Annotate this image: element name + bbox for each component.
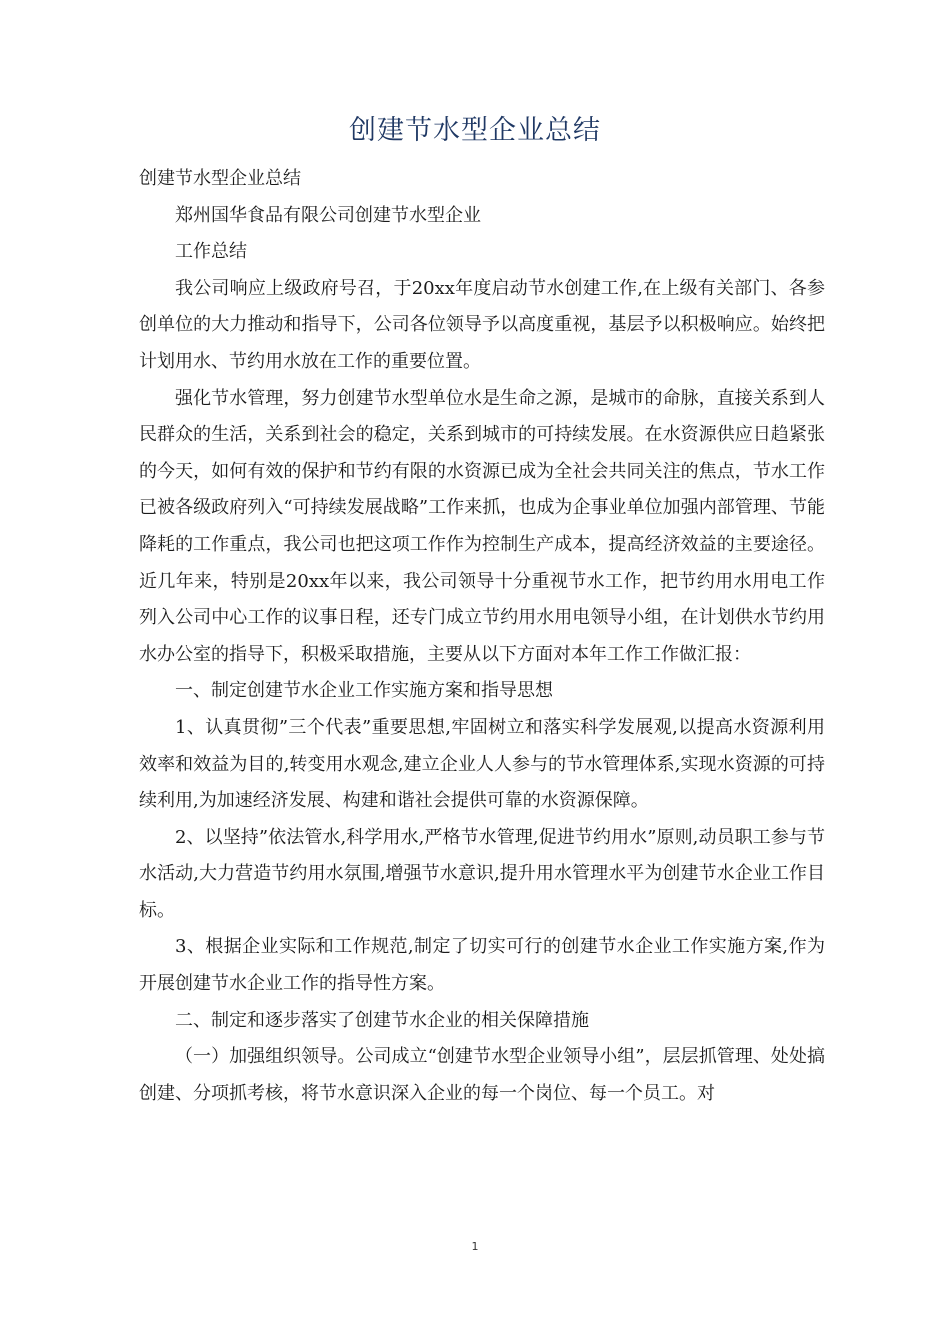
paragraph: 郑州国华食品有限公司创建节水型企业 [175, 204, 481, 226]
page-number: 1 [471, 1240, 479, 1253]
paragraph: 二、制定和逐步落实了创建节水企业的相关保障措施 [175, 1009, 589, 1031]
paragraph: 强化节水管理，努力创建节水型单位水是生命之源，是城市的命脉，直接关系到人民群众的生活，关系到社会的稳定，关系到城市的可持续发展。在水资源供应日趋紧张的今天，如何有效的保护和节约有限的水资源已成为全社会共同关注的焦点，节水工作已被各级政府列入“可持续发展战略”工作来抓，也成为企事业单位加强内部管理、节能降耗的工作重点，我公司也把这项工作作为控制生产成本，提高经济效益的主要途径。近几年来，特别是20xx年以来，我公司领导十分重视节水工作，把节约用水用电工作列入公司中心工作的议事日程，还专门成立节约用水用电领导小组，在计划供水节约用水办公室的指导下，积极采取措施，主要从以下方面对本年工作工作做汇报： [139, 387, 825, 665]
paragraph: 3、根据企业实际和工作规范,制定了切实可行的创建节水企业工作实施方案,作为开展创建节水企业工作的指导性方案。 [139, 936, 825, 995]
paragraph: 工作总结 [175, 241, 247, 263]
paragraph: 2、以坚持”依法管水,科学用水,严格节水管理,促进节约用水”原则,动员职工参与节水活动,大力营造节约用水氛围,增强节水意识,提升用水管理水平为创建节水企业工作目标。 [139, 826, 825, 921]
paragraph: 1、认真贯彻”三个代表”重要思想,牢固树立和落实科学发展观,以提高水资源利用效率和效益为目的,转变用水观念,建立企业人人参与的节水管理体系,实现水资源的可持续利用,为加速经济发展、构建和谐社会提供可靠的水资源保障。 [139, 716, 825, 812]
document-title: 创建节水型企业总结 [349, 115, 601, 146]
paragraph: 创建节水型企业总结 [139, 168, 301, 189]
paragraph: （一）加强组织领导。公司成立“创建节水型企业领导小组”，层层抓管理、处处搞创建、分项抓考核，将节水意识深入企业的每一个岗位、每一个员工。对 [139, 1046, 825, 1104]
document-body [139, 161, 825, 1112]
paragraph: 一、制定创建节水企业工作实施方案和指导思想 [175, 680, 553, 702]
paragraph: 我公司响应上级政府号召，于20xx年度启动节水创建工作,在上级有关部门、各参创单位的大力推动和指导下，公司各位领导予以高度重视，基层予以积极响应。始终把计划用水、节约用水放在工作的重要位置。 [139, 277, 825, 372]
